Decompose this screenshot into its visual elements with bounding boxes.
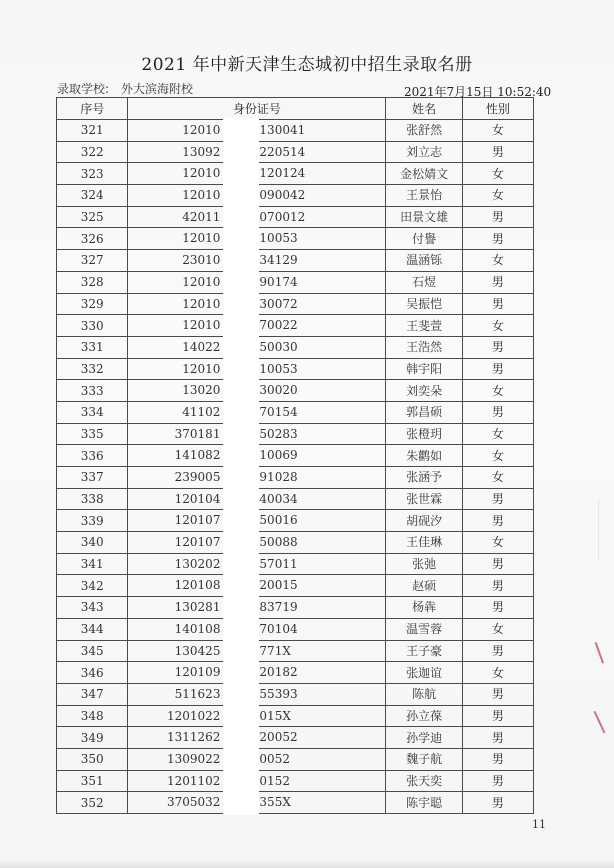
id-suffix: 090042 [259,188,306,203]
table-row [57,792,534,814]
id-suffix: 50088 [259,535,298,550]
table-row [57,575,534,597]
cell-seq: 338 [57,488,128,510]
table-row [57,640,534,662]
cell-seq: 327 [57,250,128,272]
id-suffix: 130041 [259,123,306,137]
id-prefix: 120108 [174,578,221,593]
cell-name: 金松婧文 [386,163,462,185]
id-suffix: 70154 [259,404,298,419]
id-prefix: 42011 [182,209,221,224]
id-prefix: 130281 [174,600,221,615]
cell-id-number [128,228,386,250]
id-prefix: 120109 [174,665,221,680]
cell-seq: 328 [57,271,128,293]
id-prefix: 130202 [174,556,221,571]
cell-gender: 女 [462,467,533,489]
id-prefix: 140108 [174,621,221,636]
id-prefix: 120107 [174,513,221,528]
header-id-number: 身份证号 [128,98,386,120]
table-row [57,748,534,770]
id-suffix: 20182 [259,665,298,680]
cell-name: 刘奕朵 [386,380,462,402]
table-row [57,618,534,640]
id-suffix: 120124 [259,166,306,181]
header-seq: 序号 [57,98,128,120]
id-prefix: 120107 [174,535,221,550]
cell-name: 朱鹳如 [386,445,462,467]
table-row [57,553,534,575]
id-suffix: 34129 [259,253,298,268]
cell-gender: 女 [462,315,533,337]
id-suffix: 40034 [259,491,298,506]
id-prefix: 12010 [182,274,221,289]
cell-gender: 男 [462,575,533,597]
cell-gender: 男 [462,597,533,619]
table-row [57,510,534,532]
id-suffix: 10053 [259,231,298,246]
id-prefix: 120104 [174,491,221,506]
cell-id-number [128,575,386,597]
table-header-row [57,98,534,120]
cell-name: 王佳琳 [386,532,462,554]
cell-id-number [128,510,386,532]
cell-id-number [128,163,386,185]
cell-gender: 男 [462,510,533,532]
cell-seq: 342 [57,575,128,597]
school-name: 外大滨海附校 [121,82,194,96]
cell-seq: 322 [57,141,128,163]
cell-name: 郭昌硕 [386,401,462,423]
cell-id-number [128,380,386,402]
cell-gender: 女 [462,250,533,272]
id-suffix: 30072 [259,296,298,311]
cell-id-number [128,727,386,749]
cell-id-number [128,185,386,207]
cell-id-number [128,662,386,684]
id-redaction-mask [223,790,259,815]
table-body [57,120,534,814]
cell-name: 石煜 [386,271,462,293]
id-suffix: 50030 [259,339,298,354]
id-suffix: 83719 [259,600,298,615]
cell-gender: 男 [462,683,533,705]
cell-seq: 337 [57,467,128,489]
cell-gender: 男 [462,206,533,228]
cell-id-number [128,120,386,142]
id-suffix: 070012 [259,209,306,224]
id-suffix: 50016 [259,513,298,528]
cell-id-number [128,445,386,467]
id-prefix: 511623 [174,686,221,701]
cell-id-number [128,315,386,337]
table-row [57,293,534,315]
id-prefix: 3705032 [167,795,221,810]
cell-name: 王浩然 [386,336,462,358]
id-prefix: 141082 [174,448,221,463]
id-prefix: 12010 [182,123,221,137]
cell-id-number [128,401,386,423]
table-row [57,228,534,250]
cell-id-number [128,705,386,727]
cell-gender: 女 [462,380,533,402]
table-row [57,705,534,727]
table-row [57,727,534,749]
id-suffix: 0152 [259,773,290,788]
id-prefix: 41102 [182,404,221,419]
cell-name: 张天奕 [386,770,462,792]
cell-id-number [128,553,386,575]
cell-id-number [128,271,386,293]
cell-id-number [128,770,386,792]
id-suffix: 30020 [259,383,298,398]
cell-gender: 女 [462,163,533,185]
cell-id-number [128,618,386,640]
table-row [57,662,534,684]
id-prefix: 12010 [182,166,221,181]
school-label: 录取学校: [57,82,110,96]
cell-name: 张舒然 [386,120,462,142]
cell-gender: 男 [462,141,533,163]
cell-id-number [128,206,386,228]
id-suffix: 0052 [259,751,290,766]
table-row [57,358,534,380]
cell-seq: 343 [57,597,128,619]
cell-name: 张世霖 [386,488,462,510]
cell-seq: 347 [57,683,128,705]
id-prefix: 130425 [174,643,221,658]
cell-seq: 331 [57,336,128,358]
cell-gender: 女 [462,423,533,445]
table-row [57,380,534,402]
id-suffix: 90174 [259,274,298,289]
table-row [57,163,534,185]
table-row [57,770,534,792]
document-title: 2021 年中新天津生态城初中招生录取名册 [141,55,473,75]
cell-name: 温雪蓉 [386,618,462,640]
cell-name: 魏子航 [386,748,462,770]
cell-gender: 男 [462,553,533,575]
table-row [57,315,534,337]
table-row [57,250,534,272]
id-suffix: 015X [259,708,291,723]
table-row [57,488,534,510]
id-suffix: 10069 [259,448,298,463]
cell-gender: 男 [462,358,533,380]
cell-gender: 男 [462,640,533,662]
header-name: 姓名 [386,98,462,120]
cell-name: 陈宇聪 [386,792,462,814]
id-prefix: 12010 [182,296,221,311]
id-suffix: 57011 [259,556,298,571]
cell-seq: 351 [57,770,128,792]
id-prefix: 12010 [182,361,221,376]
cell-name: 胡砚汐 [386,510,462,532]
cell-name: 张橙玥 [386,423,462,445]
cell-seq: 340 [57,532,128,554]
cell-seq: 326 [57,228,128,250]
cell-name: 刘立志 [386,141,462,163]
cell-seq: 334 [57,401,128,423]
cell-seq: 346 [57,662,128,684]
cell-gender: 女 [462,185,533,207]
cell-id-number [128,423,386,445]
cell-gender: 男 [462,705,533,727]
id-prefix: 12010 [182,188,221,203]
id-suffix: 220514 [259,144,306,159]
cell-id-number [128,792,386,814]
id-suffix: 91028 [259,470,298,484]
cell-gender: 女 [462,618,533,640]
cell-seq: 344 [57,618,128,640]
cell-seq: 332 [57,358,128,380]
cell-name: 张弛 [386,553,462,575]
cell-gender: 男 [462,770,533,792]
cell-seq: 349 [57,727,128,749]
table-row [57,445,534,467]
cell-name: 张迦谊 [386,662,462,684]
cell-seq: 325 [57,206,128,228]
page-number: 11 [532,818,546,831]
header-gender: 性别 [462,98,533,120]
id-prefix: 12010 [182,318,221,333]
margin-red-stamp-mark [595,639,614,664]
cell-seq: 350 [57,748,128,770]
cell-id-number [128,250,386,272]
id-prefix: 239005 [174,470,221,484]
id-suffix: 771X [259,643,291,658]
cell-seq: 341 [57,553,128,575]
cell-name: 王子豪 [386,640,462,662]
cell-name: 陈航 [386,683,462,705]
table-row [57,467,534,489]
id-prefix: 1309022 [167,751,221,766]
cell-name: 田景文雄 [386,206,462,228]
table-row [57,532,534,554]
cell-gender: 男 [462,271,533,293]
id-suffix: 10053 [259,361,298,376]
cell-id-number [128,293,386,315]
cell-gender: 男 [462,401,533,423]
table-row [57,185,534,207]
cell-gender: 男 [462,228,533,250]
cell-seq: 339 [57,510,128,532]
table-row [57,597,534,619]
table-row [57,120,534,142]
table-row [57,683,534,705]
cell-gender: 女 [462,662,533,684]
cell-gender: 男 [462,748,533,770]
cell-name: 杨犇 [386,597,462,619]
cell-id-number [128,597,386,619]
cell-name: 张涵予 [386,467,462,489]
cell-name: 孙学迪 [386,727,462,749]
table-row [57,336,534,358]
id-suffix: 50283 [259,426,298,441]
id-prefix: 1311262 [167,730,221,745]
id-prefix: 14022 [182,339,221,354]
admission-roster-table [56,97,534,814]
cell-gender: 男 [462,293,533,315]
page-edge-shadow [0,860,614,868]
cell-gender: 男 [462,336,533,358]
id-suffix: 70022 [259,318,298,333]
cell-seq: 330 [57,315,128,337]
id-prefix: 1201022 [167,708,221,723]
table-row [57,271,534,293]
cell-name: 吴振恺 [386,293,462,315]
id-prefix: 370181 [174,426,221,441]
margin-dotted-mark [598,500,609,560]
cell-gender: 男 [462,792,533,814]
cell-id-number [128,683,386,705]
cell-gender: 女 [462,532,533,554]
id-suffix: 20052 [259,730,298,745]
cell-name: 付譽 [386,228,462,250]
id-prefix: 1201102 [167,773,221,788]
cell-id-number [128,640,386,662]
table-row [57,423,534,445]
id-prefix: 12010 [182,231,221,246]
table-row [57,141,534,163]
cell-seq: 352 [57,792,128,814]
margin-red-stamp-mark [593,707,614,734]
id-prefix: 23010 [182,253,221,268]
id-suffix: 55393 [259,686,298,701]
cell-seq: 335 [57,423,128,445]
print-timestamp: 2021年7月15日 10:52:40 [404,85,552,99]
cell-id-number [128,532,386,554]
cell-seq: 329 [57,293,128,315]
id-suffix: 70104 [259,621,298,636]
cell-name: 韩宇阳 [386,358,462,380]
cell-name: 温涵铄 [386,250,462,272]
cell-id-number [128,488,386,510]
cell-id-number [128,748,386,770]
cell-gender: 女 [462,120,533,142]
cell-id-number [128,467,386,489]
cell-id-number [128,141,386,163]
cell-seq: 324 [57,185,128,207]
cell-seq: 345 [57,640,128,662]
cell-name: 王景怡 [386,185,462,207]
cell-gender: 男 [462,488,533,510]
cell-seq: 336 [57,445,128,467]
cell-seq: 323 [57,163,128,185]
cell-name: 孙立葆 [386,705,462,727]
id-suffix: 355X [259,795,291,810]
cell-seq: 348 [57,705,128,727]
table-row [57,206,534,228]
cell-seq: 333 [57,380,128,402]
id-prefix: 13020 [182,383,221,398]
cell-gender: 女 [462,445,533,467]
id-prefix: 13092 [182,144,221,159]
cell-name: 赵硕 [386,575,462,597]
cell-seq: 321 [57,120,128,142]
cell-gender: 男 [462,727,533,749]
cell-id-number [128,358,386,380]
cell-id-number [128,336,386,358]
cell-name: 王斐萱 [386,315,462,337]
table-row [57,401,534,423]
id-suffix: 20015 [259,578,298,593]
